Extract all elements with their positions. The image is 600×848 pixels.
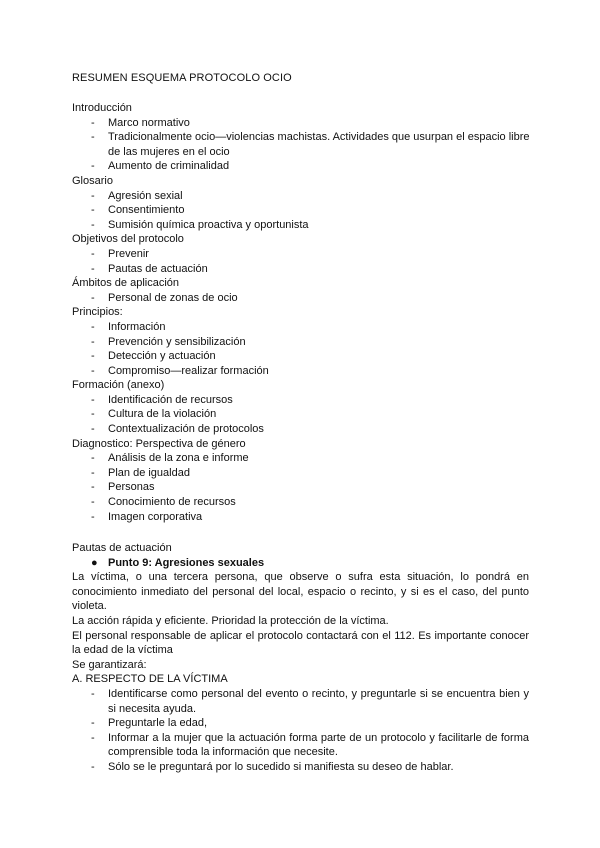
list-item: - Informar a la mujer que la actuación forma parte de un protocolo y facilitarle de forma comprensible toda la información que necesite. bbox=[72, 731, 529, 760]
section-heading: Ámbitos de aplicación bbox=[72, 277, 180, 290]
section-list bbox=[72, 116, 532, 174]
list-item: - Preguntarle la edad, bbox=[72, 716, 529, 731]
section-list bbox=[72, 320, 532, 378]
section-heading: Formación (anexo) bbox=[72, 379, 165, 392]
list-item: - Pautas de actuación bbox=[72, 262, 532, 277]
outline bbox=[72, 101, 532, 524]
list-item: - Análisis de la zona e informe bbox=[72, 451, 532, 466]
list-item: - Agresión sexial bbox=[72, 189, 532, 204]
document-title: RESUMEN ESQUEMA PROTOCOLO OCIO bbox=[72, 72, 292, 84]
list-item: - Prevenir bbox=[72, 247, 532, 262]
list-item: - Tradicionalmente ocio—violencias machistas. Actividades que usurpan el espacio libre de las mujeres en el ocio bbox=[72, 130, 532, 159]
paragraph: Se garantizará: bbox=[72, 658, 147, 671]
section-heading: Principios: bbox=[72, 306, 123, 319]
victim-list bbox=[72, 687, 529, 775]
section-list bbox=[72, 189, 532, 233]
list-item: - Personal de zonas de ocio bbox=[72, 291, 532, 306]
list-item: - Prevención y sensibilización bbox=[72, 335, 532, 350]
list-item: - Imagen corporativa bbox=[72, 510, 532, 525]
pautas-section bbox=[72, 541, 529, 775]
list-item: - Sumisión química proactiva y oportunista bbox=[72, 218, 532, 233]
section-list bbox=[72, 451, 532, 524]
section-heading: Objetivos del protocolo bbox=[72, 233, 184, 246]
list-item: - Cultura de la violación bbox=[72, 407, 532, 422]
list-item: - Detección y actuación bbox=[72, 349, 532, 364]
list-item: - Identificarse como personal del evento o recinto, y preguntarle si se encuentra bien y si necesita ayuda. bbox=[72, 687, 529, 716]
section-list bbox=[72, 393, 532, 437]
list-item: - Información bbox=[72, 320, 532, 335]
point-title-line bbox=[72, 556, 529, 571]
point-title: Punto 9: Agresiones sexuales bbox=[108, 556, 265, 569]
paragraph: El personal responsable de aplicar el protocolo contactará con el 112. Es importante conocer la edad de la víctima bbox=[72, 629, 529, 657]
section-list bbox=[72, 247, 532, 276]
paragraph: La víctima, o una tercera persona, que observe o sufra esta situación, lo pondrá en conocimiento inmediato del personal del local, espacio o recinto, y si es el caso, del punto violeta. bbox=[72, 571, 529, 613]
bullet-icon: ● bbox=[91, 556, 98, 569]
list-item: - Conocimiento de recursos bbox=[72, 495, 532, 510]
list-item: - Aumento de criminalidad bbox=[72, 159, 532, 174]
list-item: - Consentimiento bbox=[72, 203, 532, 218]
section-heading: Introducción bbox=[72, 102, 132, 114]
list-item: - Personas bbox=[72, 480, 532, 495]
list-item: - Sólo se le preguntará por lo sucedido si manifiesta su deseo de hablar. bbox=[72, 760, 529, 775]
list-item: - Contextualización de protocolos bbox=[72, 422, 532, 437]
list-item: - Marco normativo bbox=[72, 116, 532, 131]
subheading: A. RESPECTO DE LA VÍCTIMA bbox=[72, 673, 228, 686]
list-item: - Compromiso—realizar formación bbox=[72, 364, 532, 379]
section-heading: Diagnostico: Perspectiva de género bbox=[72, 437, 246, 450]
list-item: - Identificación de recursos bbox=[72, 393, 532, 408]
list-item: - Plan de igualdad bbox=[72, 466, 532, 481]
pautas-heading: Pautas de actuación bbox=[72, 542, 172, 554]
paragraph: La acción rápida y eficiente. Prioridad la protección de la víctima. bbox=[72, 614, 389, 627]
section-heading: Glosario bbox=[72, 174, 113, 187]
section-list bbox=[72, 291, 532, 306]
